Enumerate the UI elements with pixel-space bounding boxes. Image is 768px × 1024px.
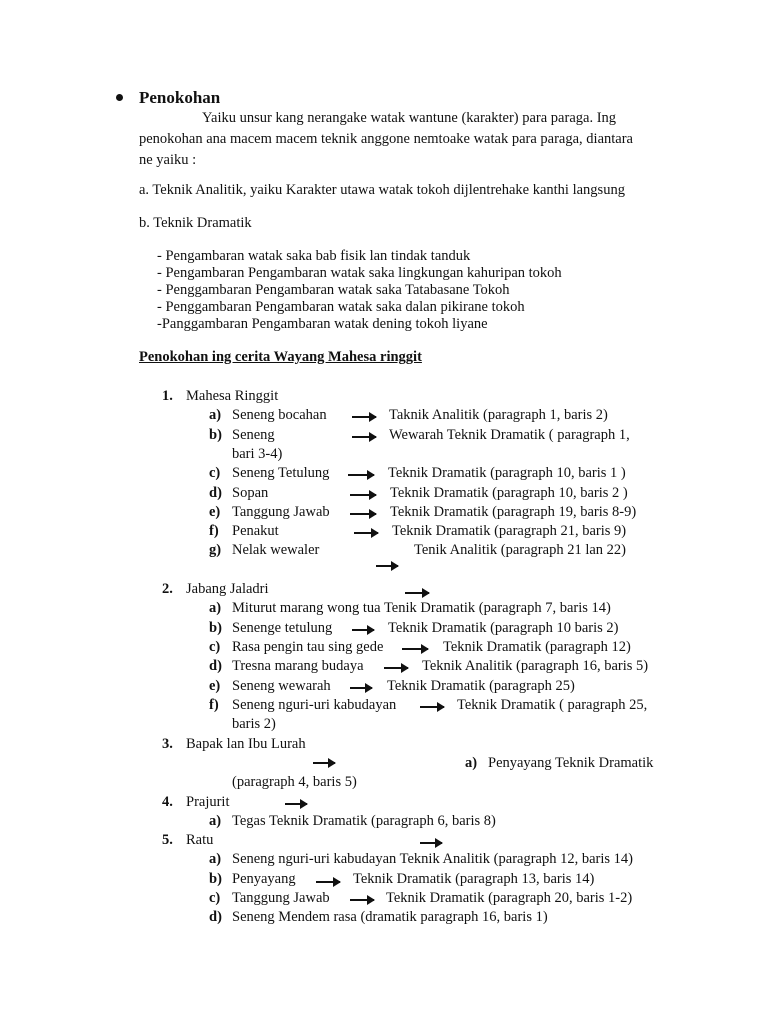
trait-letter: c)	[209, 639, 221, 655]
trait-text: Miturut marang wong tua Tenik Dramatik (paragraph 7, baris 14)	[232, 600, 611, 616]
trait-text: Tanggung Jawab	[232, 504, 330, 520]
trait-text: Penyayang	[232, 871, 296, 887]
arrow-icon	[350, 899, 374, 901]
trait-text: Tresna marang budaya	[232, 658, 364, 674]
list-number: 3.	[162, 736, 173, 752]
trait-continuation: (paragraph 4, baris 5)	[232, 774, 357, 790]
arrow-icon	[352, 629, 374, 631]
trait-text: Senenge tetulung	[232, 620, 333, 636]
trait-text: Seneng bocahan	[232, 407, 327, 423]
character-name: Ratu	[186, 832, 214, 848]
dramatic-item: - Pengambaran Pengambaran watak saka lingkungan kahuripan tokoh	[157, 265, 562, 281]
trait-continuation: baris 2)	[232, 716, 276, 732]
technique-b: b. Teknik Dramatik	[139, 215, 252, 231]
arrow-icon	[402, 648, 428, 650]
list-number: 5.	[162, 832, 173, 848]
trait-text: Seneng wewarah	[232, 678, 331, 694]
technique-a: a. Teknik Analitik, yaiku Karakter utawa watak tokoh dijlentrehake kanthi langsung	[139, 182, 625, 198]
arrow-icon	[350, 494, 376, 496]
arrow-icon	[420, 842, 442, 844]
trait-text: Penakut	[232, 523, 279, 539]
technique-text: Wewarah Teknik Dramatik ( paragraph 1,	[389, 427, 630, 443]
arrow-icon	[384, 667, 408, 669]
arrow-icon	[316, 881, 340, 883]
intro-line: penokohan ana macem macem teknik anggone nemtoake watak para paraga, diantara	[139, 131, 633, 147]
character-name: Mahesa Ringgit	[186, 388, 279, 404]
trait-continuation: bari 3-4)	[232, 446, 283, 462]
trait-text: Tanggung Jawab	[232, 890, 330, 906]
arrow-icon	[352, 436, 376, 438]
trait-letter: b)	[209, 620, 222, 636]
intro-line: ne yaiku :	[139, 152, 197, 168]
trait-letter: a)	[209, 600, 222, 616]
trait-text: Seneng Tetulung	[232, 465, 330, 481]
character-name: Bapak lan Ibu Lurah	[186, 736, 306, 752]
technique-text: Teknik Dramatik (paragraph 10 baris 2)	[388, 620, 619, 636]
trait-letter: f)	[209, 523, 219, 539]
trait-letter: e)	[209, 504, 221, 520]
technique-text: Teknik Dramatik (paragraph 10, baris 1 )	[388, 465, 626, 481]
trait-text: Nelak wewaler	[232, 542, 320, 558]
technique-text: Taknik Analitik (paragraph 1, baris 2)	[389, 407, 608, 423]
technique-text: Teknik Dramatik (paragraph 21, baris 9)	[392, 523, 627, 539]
trait-letter: a)	[209, 813, 222, 829]
arrow-icon	[376, 565, 398, 567]
technique-text: Teknik Dramatik (paragraph 19, baris 8-9)	[390, 504, 637, 520]
technique-text: Teknik Dramatik (paragraph 13, baris 14)	[353, 871, 595, 887]
character-name: Jabang Jaladri	[186, 581, 269, 597]
trait-letter: a)	[209, 407, 222, 423]
arrow-icon	[352, 416, 376, 418]
arrow-icon	[348, 474, 374, 476]
trait-letter: d)	[209, 485, 222, 501]
trait-letter: a)	[465, 755, 478, 771]
list-number: 4.	[162, 794, 173, 810]
list-number: 2.	[162, 581, 173, 597]
technique-text: Teknik Analitik (paragraph 16, baris 5)	[422, 658, 649, 674]
intro-line: Yaiku unsur kang nerangake watak wantune (karakter) para paraga. Ing	[202, 110, 617, 126]
technique-text: Tenik Analitik (paragraph 21 lan 22)	[414, 542, 626, 558]
trait-text: Seneng Mendem rasa (dramatik paragraph 16, baris 1)	[232, 909, 548, 925]
trait-letter: d)	[209, 658, 222, 674]
trait-text: Seneng nguri-uri kabudayan Teknik Analitik (paragraph 12, baris 14)	[232, 851, 633, 867]
trait-letter: e)	[209, 678, 221, 694]
trait-text: Seneng nguri-uri kabudayan	[232, 697, 397, 713]
trait-letter: d)	[209, 909, 222, 925]
dramatic-item: - Penggambaran Pengambaran watak saka Tatabasane Tokoh	[157, 282, 510, 298]
section-title: Penokohan ing cerita Wayang Mahesa ringgit	[139, 349, 422, 365]
arrow-icon	[285, 803, 307, 805]
list-number: 1.	[162, 388, 173, 404]
trait-text: Penyayang Teknik Dramatik	[488, 755, 654, 771]
dramatic-item: - Pengambaran watak saka bab fisik lan tindak tanduk	[157, 248, 471, 264]
trait-letter: b)	[209, 871, 222, 887]
technique-text: Teknik Dramatik (paragraph 12)	[443, 639, 631, 655]
arrow-icon	[350, 687, 372, 689]
arrow-icon	[313, 762, 335, 764]
arrow-icon	[354, 532, 378, 534]
dramatic-item: - Penggambaran Pengambaran watak saka dalan pikirane tokoh	[157, 299, 525, 315]
arrow-icon	[420, 706, 444, 708]
trait-text: Seneng	[232, 427, 275, 443]
trait-letter: c)	[209, 465, 221, 481]
technique-text: Teknik Dramatik (paragraph 20, baris 1-2)	[386, 890, 633, 906]
character-name: Prajurit	[186, 794, 230, 810]
trait-letter: b)	[209, 427, 222, 443]
trait-text: Sopan	[232, 485, 269, 501]
technique-text: Teknik Dramatik ( paragraph 25,	[457, 697, 648, 713]
trait-letter: c)	[209, 890, 221, 906]
trait-letter: g)	[209, 542, 222, 558]
technique-text: Teknik Dramatik (paragraph 25)	[387, 678, 575, 694]
trait-text: Tegas Teknik Dramatik (paragraph 6, baris 8)	[232, 813, 496, 829]
arrow-icon	[350, 513, 376, 515]
trait-text: Rasa pengin tau sing gede	[232, 639, 384, 655]
trait-letter: a)	[209, 851, 222, 867]
dramatic-item: -Panggambaran Pengambaran watak dening tokoh liyane	[157, 316, 488, 332]
bullet-icon	[116, 94, 123, 101]
heading: Penokohan	[139, 88, 221, 107]
technique-text: Teknik Dramatik (paragraph 10, baris 2 )	[390, 485, 628, 501]
trait-letter: f)	[209, 697, 219, 713]
arrow-icon	[405, 592, 429, 594]
